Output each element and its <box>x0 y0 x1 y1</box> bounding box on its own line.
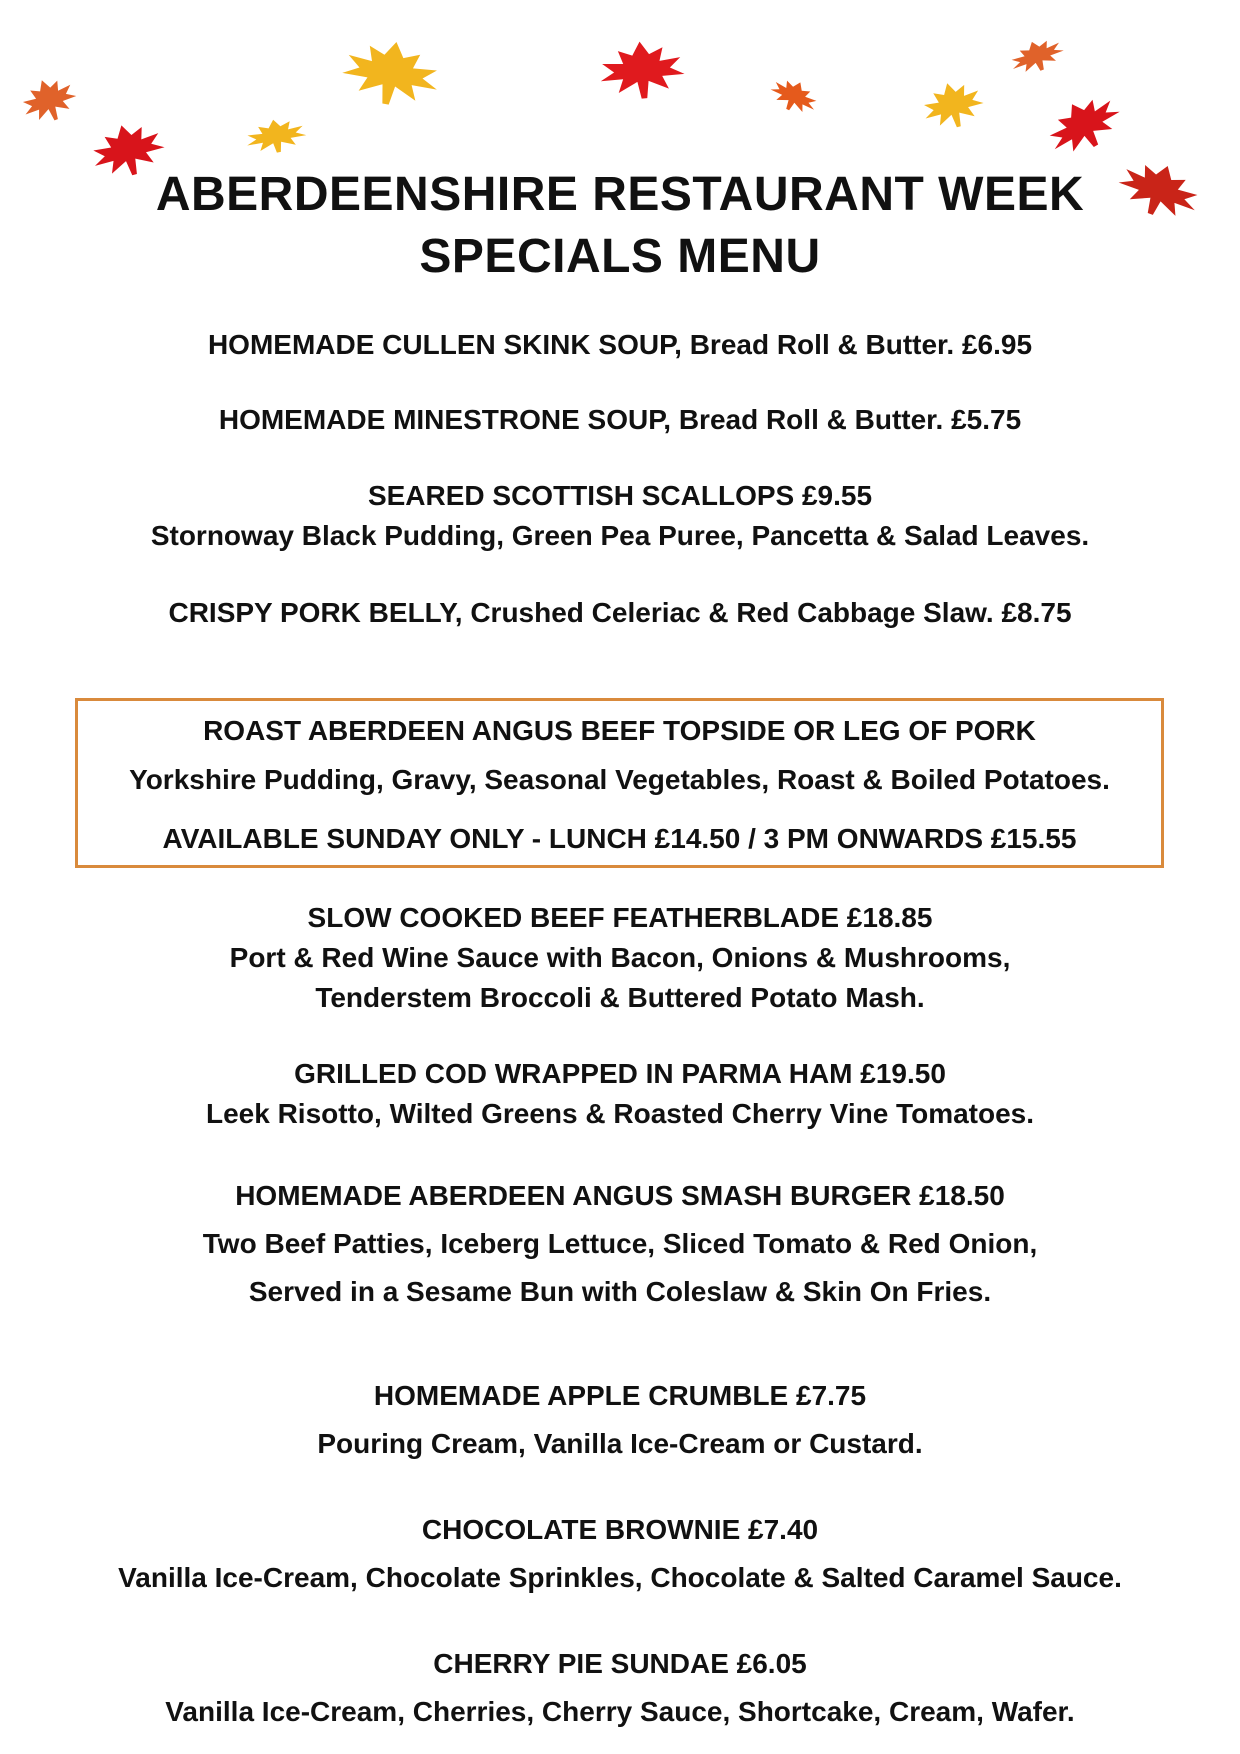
roast-title: ROAST ABERDEEN ANGUS BEEF TOPSIDE OR LEG OF PORK <box>203 715 1036 746</box>
menu-item-crumble <box>0 1372 1240 1468</box>
menu-item-title: CRISPY PORK BELLY, Crushed Celeriac & Red Cabbage Slaw. £8.75 <box>168 597 1072 628</box>
menu-item-minestrone: HOMEMADE MINESTRONE SOUP, Bread Roll & Butter. £5.75 <box>218 404 1022 435</box>
menu-item-description: Port & Red Wine Sauce with Bacon, Onions & Mushrooms, <box>229 942 1011 973</box>
autumn-leaf-icon <box>240 114 312 158</box>
menu-item-title: SEARED SCOTTISH SCALLOPS £9.55 <box>367 480 873 511</box>
menu-item-cullen-skink: HOMEMADE CULLEN SKINK SOUP, Bread Roll & Butter. £6.95 <box>207 329 1033 360</box>
menu-item-description: Vanilla Ice-Cream, Cherries, Cherry Sauce, Shortcake, Cream, Wafer. <box>165 1696 1075 1727</box>
menu-item-title: HOMEMADE ABERDEEN ANGUS SMASH BURGER £18.50 <box>235 1180 1005 1211</box>
roast-box <box>75 698 1164 868</box>
menu-item-title: CHERRY PIE SUNDAE £6.05 <box>433 1648 807 1679</box>
autumn-leaf-icon <box>1006 38 1068 74</box>
menu-item-scallops <box>0 476 1240 556</box>
autumn-leaf-icon <box>592 38 692 102</box>
menu-item-title: CHOCOLATE BROWNIE £7.40 <box>421 1514 819 1545</box>
title-line-2: SPECIALS MENU <box>419 230 821 283</box>
title-line-1: ABERDEENSHIRE RESTAURANT WEEK <box>155 168 1085 221</box>
starters-section <box>0 325 1240 365</box>
menu-item-pork-belly <box>0 593 1240 633</box>
menu-item-title: HOMEMADE APPLE CRUMBLE £7.75 <box>373 1380 867 1411</box>
starters-section <box>0 400 1240 440</box>
menu-item-title: SLOW COOKED BEEF FEATHERBLADE £18.85 <box>307 902 933 933</box>
menu-item-description: Leek Risotto, Wilted Greens & Roasted Cherry Vine Tomatoes. <box>205 1098 1035 1129</box>
page-title <box>0 164 1240 288</box>
menu-item-burger <box>0 1172 1240 1316</box>
autumn-leaf-icon <box>766 78 822 114</box>
menu-item-description: Tenderstem Broccoli & Buttered Potato Mash. <box>315 982 925 1013</box>
menu-item-description: Stornoway Black Pudding, Green Pea Puree, Pancetta & Salad Leaves. <box>150 520 1090 551</box>
autumn-leaf-icon <box>14 70 84 130</box>
menu-item-description: Served in a Sesame Bun with Coleslaw & Skin On Fries. <box>248 1276 992 1307</box>
autumn-leaf-icon <box>918 80 988 130</box>
roast-availability: AVAILABLE SUNDAY ONLY - LUNCH £14.50 / 3 PM ONWARDS £15.55 <box>162 823 1077 854</box>
menu-item-brownie <box>0 1506 1240 1602</box>
autumn-leaf-icon <box>1040 96 1128 154</box>
menu-item-sundae <box>0 1640 1240 1736</box>
menu-item-title: GRILLED COD WRAPPED IN PARMA HAM £19.50 <box>294 1058 946 1089</box>
menu-item-description: Two Beef Patties, Iceberg Lettuce, Sliced Tomato & Red Onion, <box>202 1228 1038 1259</box>
menu-item-cod <box>0 1054 1240 1134</box>
roast-description: Yorkshire Pudding, Gravy, Seasonal Vegetables, Roast & Boiled Potatoes. <box>129 764 1110 795</box>
menu-item-featherblade <box>0 898 1240 1018</box>
menu-item-description: Pouring Cream, Vanilla Ice-Cream or Custard. <box>317 1428 923 1459</box>
autumn-leaf-icon <box>336 36 446 110</box>
menu-item-description: Vanilla Ice-Cream, Chocolate Sprinkles, Chocolate & Salted Caramel Sauce. <box>118 1562 1122 1593</box>
